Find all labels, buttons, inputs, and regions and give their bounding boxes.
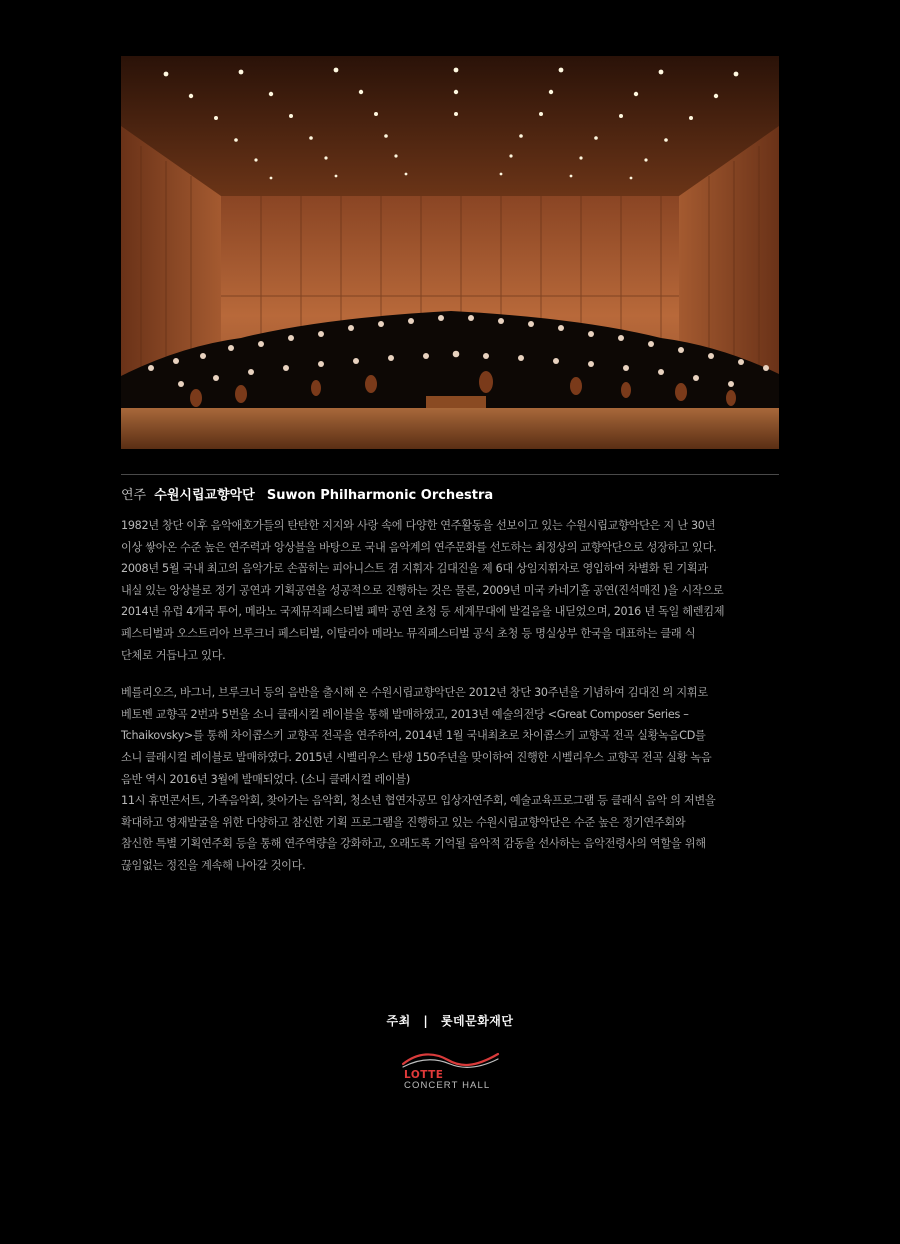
host-credit <box>0 1012 900 1029</box>
text-line: 소니 클래시컬 레이블로 발매하였다. 2015년 시벨리우스 탄생 150주년을 맞이하여 진행한 시벨리우스 교향곡 전곡 실황 녹음 <box>121 750 712 764</box>
text-line: 내실 있는 앙상블로 정기 공연과 기획공연을 성공적으로 진행하는 것은 물론, 2009년 미국 카네기홀 공연(진석매진 )을 시작으로 <box>121 583 724 597</box>
text-line: 2008년 5월 국내 최고의 음악가로 손꼽히는 피아니스트 겸 지휘자 김대진을 제 6대 상임지휘자로 영입하여 차별화 된 기획과 <box>121 562 708 576</box>
text-line: 단체로 거듭나고 있다. <box>121 648 226 662</box>
text-line: 참신한 특별 기획연주회 등을 통해 연주역량을 강화하고, 오래도록 기억될 음악적 감동을 선사하는 음악전령사의 역할을 위해 <box>121 837 706 851</box>
text-line: 11시 휴먼콘서트, 가족음악회, 찾아가는 음악회, 청소년 협연자공모 입상자연주회, 예술교육프로그램 등 클래식 음악 의 저변을 <box>121 794 716 808</box>
text-line: Tchaikovsky>를 통해 차이콥스키 교향곡 전곡을 연주하여, 2014년 1월 국내최초로 차이콥스키 교향곡 전곡 실황녹음CD를 <box>121 729 706 743</box>
text-line: 베토벤 교향곡 2번과 5번을 소니 클래시컬 레이블을 통해 발매하였고, 2013년 예술의전당 <Great Composer Series – <box>121 707 689 721</box>
orchestra-photo-illustration <box>121 56 779 449</box>
text-line: 1982년 창단 이후 음악애호가들의 탄탄한 지지와 사랑 속에 다양한 연주활동을 선보이고 있는 수원시립교향악단은 지 난 30년 <box>121 519 716 532</box>
logo-text-concert-hall: CONCERT HALL <box>404 1080 491 1091</box>
text-line: 페스티벌과 오스트리아 브루크너 페스티벌, 이탈리아 메라노 뮤직페스티벌 공식 초청 등 명실상부 한국을 대표하는 클래 식 <box>121 626 696 640</box>
text-line: 2014년 유럽 4개국 투어, 메라노 국제뮤직페스티벌 폐막 공연 초청 등 세계무대에 발걸음을 내딛었으며, 2016 년 독일 헤렌킴제 <box>121 605 725 619</box>
biography-paragraph-2 <box>121 682 781 876</box>
host-name: 롯데문화재단 <box>440 1014 514 1028</box>
host-separator: | <box>423 1014 429 1028</box>
lotte-concert-hall-logo <box>400 1050 504 1092</box>
text-line: 베를리오즈, 바그너, 브루크너 등의 음반을 출시해 온 수원시립교향악단은 2012년 창단 30주년을 기념하여 김대진 의 지휘로 <box>121 686 708 700</box>
text-line: 끊임없는 정진을 계속해 나아갈 것이다. <box>121 858 306 872</box>
biography-paragraph-1 <box>121 515 781 666</box>
performer-name-korean: 수원시립교향악단 <box>154 488 255 503</box>
performer-name-english: Suwon Philharmonic Orchestra <box>266 488 494 503</box>
text-line: 음반 역시 2016년 3월에 발매되었다. (소니 클래시컬 레이블) <box>121 772 410 786</box>
logo-text-lotte: LOTTE <box>404 1069 444 1081</box>
orchestra-photo <box>121 56 779 449</box>
text-line: 확대하고 영재발굴을 위한 다양하고 참신한 기획 프로그램을 진행하고 있는 수원시립교향악단은 수준 높은 정기연주회와 <box>121 815 686 829</box>
host-label: 주최 <box>386 1014 411 1028</box>
performer-heading <box>121 487 781 505</box>
section-divider <box>121 474 779 475</box>
performer-biography <box>121 515 781 877</box>
performer-role-label: 연주 <box>121 488 147 503</box>
text-line: 이상 쌓아온 수준 높은 연주력과 앙상블을 바탕으로 국내 음악계의 연주문화를 선도하는 최정상의 교향악단으로 성장하고 있다. <box>121 540 717 554</box>
